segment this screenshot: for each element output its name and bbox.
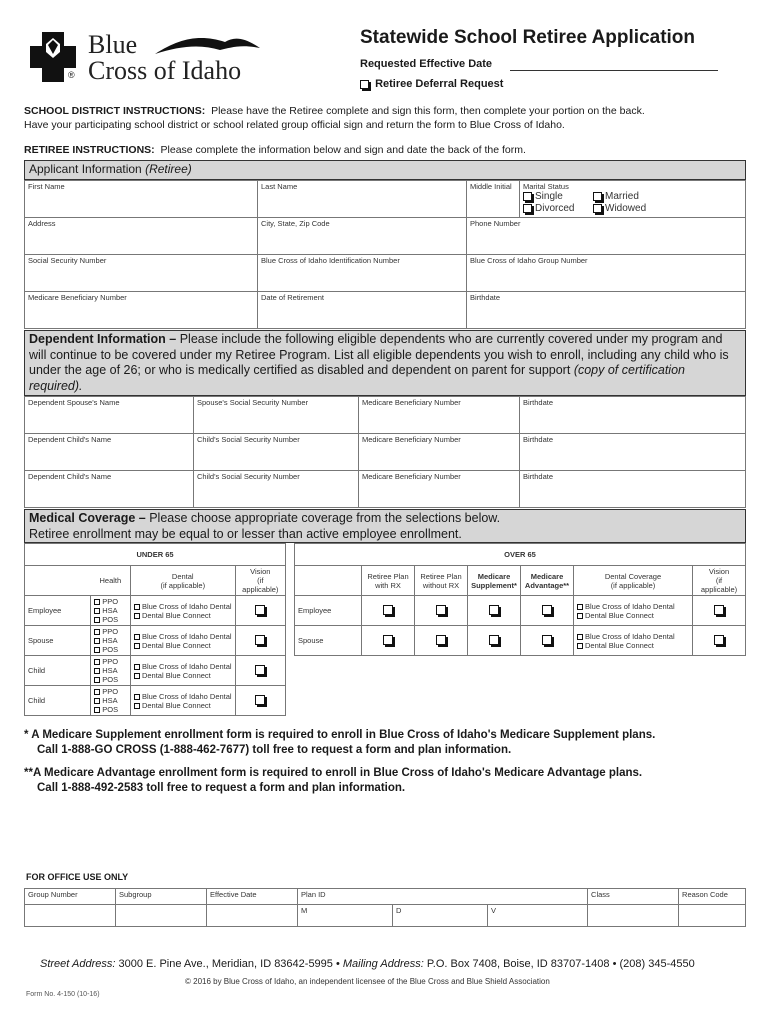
- checkbox-icon[interactable]: [134, 673, 140, 679]
- option-label: Dental Blue Connect: [585, 640, 654, 650]
- note-text: Call 1-888-GO CROSS (1-888-462-7677) toll free to request a form and plan information.: [37, 744, 512, 756]
- checkbox-icon[interactable]: [134, 604, 140, 610]
- checkbox-icon[interactable]: [134, 643, 140, 649]
- retiree-instructions-label: RETIREE INSTRUCTIONS:: [24, 144, 155, 156]
- col-label: Supplement*: [471, 580, 517, 590]
- medical-heading: [24, 509, 746, 543]
- phone-field[interactable]: [467, 218, 746, 255]
- col-label: Vision: [250, 567, 271, 576]
- option-label: PPO: [102, 597, 119, 606]
- middle-initial-field[interactable]: [467, 181, 520, 218]
- retiree-instructions: [24, 143, 744, 157]
- deferral-option[interactable]: [360, 78, 503, 90]
- option-label: Dental Blue Connect: [141, 610, 211, 620]
- office-reason: [679, 889, 746, 905]
- checkbox-icon[interactable]: [542, 605, 552, 615]
- office-use-title: FOR OFFICE USE ONLY: [26, 872, 129, 882]
- form-number: Form No. 4-150 (10-16): [26, 991, 100, 998]
- checkbox-icon[interactable]: [436, 605, 446, 615]
- option-label: Blue Cross of Idaho Dental: [141, 691, 232, 701]
- child2-name-field[interactable]: [25, 471, 194, 508]
- health-options[interactable]: [91, 626, 131, 656]
- field-label: Address: [28, 219, 56, 228]
- checkbox-icon[interactable]: [436, 635, 446, 645]
- col-label: (if: [715, 576, 723, 585]
- address-field[interactable]: [25, 218, 258, 255]
- option-label: Blue Cross of Idaho Dental: [141, 631, 232, 641]
- option-label: Blue Cross of Idaho Dental: [585, 601, 675, 611]
- under65-heading: [25, 544, 286, 566]
- checkbox-icon[interactable]: [134, 694, 140, 700]
- requested-date-label: Requested Effective Date: [360, 58, 493, 70]
- checkbox-icon[interactable]: [489, 635, 499, 645]
- office-eff-date: [207, 889, 298, 905]
- dependent-heading-label: Dependent Information –: [29, 332, 177, 346]
- dental-options[interactable]: [130, 626, 235, 656]
- checkbox-icon[interactable]: [577, 613, 583, 619]
- bci-id-field[interactable]: [258, 255, 467, 292]
- checkbox-icon[interactable]: [577, 604, 583, 610]
- spouse-medicare-field[interactable]: [359, 397, 520, 434]
- checkbox-icon[interactable]: [542, 635, 552, 645]
- option-label: Dental Blue Connect: [141, 700, 211, 710]
- col-label: (if applicable): [610, 580, 656, 590]
- field-label: City, State, Zip Code: [261, 219, 330, 228]
- field-label: Marital Status: [523, 182, 569, 191]
- logo-text-blue: Blue: [88, 30, 138, 59]
- checkbox-icon[interactable]: [523, 204, 532, 213]
- retiree-instructions-text: Please complete the information below and sign and date the back of the form.: [160, 144, 526, 156]
- col-label: Retiree Plan: [420, 571, 462, 581]
- note-supplement: [24, 728, 655, 758]
- option-label: Blue Cross of Idaho Dental: [585, 631, 675, 641]
- checkbox-icon[interactable]: [94, 677, 100, 683]
- field-label: First Name: [28, 182, 65, 191]
- row-label: Spouse: [25, 626, 91, 656]
- option-label: PPO: [102, 657, 119, 666]
- checkbox-icon[interactable]: [94, 668, 100, 674]
- office-subgroup: [116, 889, 207, 905]
- marital-status-field: [520, 181, 746, 218]
- field-label: Plan ID: [301, 890, 326, 899]
- vision-option[interactable]: [693, 596, 746, 626]
- under65-label: UNDER 65: [136, 550, 174, 559]
- retirement-date-field[interactable]: [258, 292, 467, 329]
- row-label: Child: [25, 686, 91, 716]
- city-state-zip-field[interactable]: [258, 218, 467, 255]
- checkbox-icon[interactable]: [489, 605, 499, 615]
- street-address: 3000 E. Pine Ave., Meridian, ID 83642-5995: [118, 958, 333, 970]
- mail-address: P.O. Box 7408, Boise, ID 83707-1408: [426, 958, 610, 970]
- checkbox-icon[interactable]: [94, 629, 100, 635]
- dental-options[interactable]: [574, 626, 693, 656]
- medical-heading-text: Please choose appropriate coverage from the selections below.: [149, 511, 501, 525]
- field-label: Effective Date: [210, 890, 257, 899]
- vision-option[interactable]: [235, 656, 285, 686]
- spouse-ssn-field[interactable]: [194, 397, 359, 434]
- dental-options[interactable]: [130, 686, 235, 716]
- office-table: [24, 888, 746, 927]
- applicant-heading-sub: (Retiree): [145, 162, 192, 176]
- checkbox-icon[interactable]: [593, 204, 602, 213]
- note-advantage: [24, 766, 642, 796]
- office-plan-id: [298, 889, 588, 905]
- col-vision: [693, 566, 746, 596]
- field-label: Dependent Child's Name: [28, 472, 112, 481]
- dental-options[interactable]: [574, 596, 693, 626]
- checkbox-icon[interactable]: [134, 664, 140, 670]
- norx-option[interactable]: [415, 626, 468, 656]
- dependent-heading-italic: (copy of certification required).: [29, 363, 685, 393]
- child1-ssn-field[interactable]: [194, 434, 359, 471]
- district-instructions-text: Please have the Retiree complete and sign this form, then complete your portion on the back.: [211, 105, 645, 117]
- street-label: Street Address:: [40, 958, 116, 970]
- field-label: Dependent Spouse's Name: [28, 398, 120, 407]
- district-instructions-text2: Have your participating school district or school related group official sign and return the form to Blue Cross of Idaho.: [24, 119, 565, 131]
- applicant-heading: [24, 160, 746, 180]
- note-text: **A Medicare Advantage enrollment form is required to enroll in Blue Cross of Idaho's Medicare Advantage plans.: [24, 767, 643, 779]
- spouse-birthdate-field[interactable]: [520, 397, 746, 434]
- over65-row: [295, 626, 746, 656]
- field-label: Dependent Child's Name: [28, 435, 112, 444]
- option-label: HSA: [102, 606, 118, 615]
- col-label: Health: [99, 576, 122, 585]
- field-label: Birthdate: [523, 398, 554, 407]
- field-label: Blue Cross of Idaho Identification Number: [261, 256, 400, 265]
- checkbox-icon[interactable]: [383, 635, 393, 645]
- last-name-field[interactable]: [258, 181, 467, 218]
- col-label: Dental Coverage: [604, 571, 662, 581]
- health-options[interactable]: [91, 686, 131, 716]
- col-dental-coverage: [574, 566, 693, 596]
- norx-option[interactable]: [415, 596, 468, 626]
- option-label: Divorced: [535, 203, 575, 214]
- checkbox-icon[interactable]: [94, 617, 100, 623]
- field-label: Class: [591, 890, 610, 899]
- col-rx: [362, 566, 415, 596]
- note-text: Call 1-888-492-2583 toll free to request a form and plan information.: [37, 782, 406, 794]
- checkbox-icon[interactable]: [255, 665, 265, 675]
- medical-heading-label: Medical Coverage –: [29, 511, 146, 525]
- rx-option[interactable]: [362, 596, 415, 626]
- col-advantage: [521, 566, 574, 596]
- dependent-heading-text: Please include the following eligible dependents who are currently covered under my program and will continue to be covered under my Retiree Program. List all eligible dependents you wish to enroll, including any child who is under the age of 26; or who is medically certified as disabled and dependent on parent for support: [29, 332, 729, 377]
- field-label: Middle Initial: [470, 182, 512, 191]
- field-label: Child's Social Security Number: [197, 472, 300, 481]
- child2-ssn-field[interactable]: [194, 471, 359, 508]
- dental-options[interactable]: [130, 596, 235, 626]
- deferral-label: Retiree Deferral Request: [375, 78, 504, 90]
- option-label: PPO: [102, 627, 119, 636]
- col-label: applicable): [242, 585, 279, 594]
- checkbox-icon[interactable]: [383, 605, 393, 615]
- field-label: Phone Number: [470, 219, 521, 228]
- advantage-option[interactable]: [521, 596, 574, 626]
- supplement-option[interactable]: [468, 626, 521, 656]
- logo-reg: ®: [68, 70, 75, 80]
- col-label: Vision: [708, 567, 730, 576]
- office-class: [588, 889, 679, 905]
- checkbox-icon[interactable]: [94, 638, 100, 644]
- vision-option[interactable]: [235, 596, 285, 626]
- single-option[interactable]: [523, 191, 593, 203]
- under65-row: [25, 656, 286, 686]
- widowed-option[interactable]: [593, 203, 646, 215]
- medicare-number-field[interactable]: [25, 292, 258, 329]
- col-label: without RX: [422, 580, 460, 590]
- child1-birthdate-field[interactable]: [520, 434, 746, 471]
- checkbox-icon[interactable]: [714, 605, 724, 615]
- option-label: Single: [535, 191, 563, 202]
- footer-address: Street Address: 3000 E. Pine Ave., Meridian, ID 83642-5995 • Mailing Address: P.O. Box 7408, Boise, ID 83707-1408 • (208) 345-4550: [40, 958, 695, 970]
- checkbox-icon[interactable]: [255, 635, 265, 645]
- district-instructions-label: SCHOOL DISTRICT INSTRUCTIONS:: [24, 105, 206, 117]
- col-norx: [415, 566, 468, 596]
- option-label: Blue Cross of Idaho Dental: [141, 601, 232, 611]
- office-d: [393, 905, 488, 927]
- col-label: (if applicable): [160, 580, 206, 590]
- option-label: POS: [102, 615, 119, 624]
- option-label: Widowed: [605, 203, 647, 214]
- col-vision: [235, 566, 285, 596]
- field-label: V: [491, 906, 497, 915]
- married-option[interactable]: [593, 191, 646, 203]
- office-group: [25, 889, 116, 905]
- option-label: HSA: [102, 696, 118, 705]
- note-text: * A Medicare Supplement enrollment form is required to enroll in Blue Cross of Idaho's Medicare Supplement plans.: [24, 729, 656, 741]
- over65-heading: [295, 544, 746, 566]
- field-label: Blue Cross of Idaho Group Number: [470, 256, 588, 265]
- under65-row: [25, 686, 286, 716]
- row-label: Child: [25, 656, 91, 686]
- field-label: Medicare Beneficiary Number: [362, 472, 461, 481]
- logo-text-cross: Cross of Idaho: [88, 56, 242, 85]
- option-label: Dental Blue Connect: [141, 640, 211, 650]
- first-name-field[interactable]: [25, 181, 258, 218]
- child2-medicare-field[interactable]: [359, 471, 520, 508]
- over65-table: [294, 543, 746, 656]
- checkbox-icon[interactable]: [714, 635, 724, 645]
- checkbox-icon[interactable]: [94, 608, 100, 614]
- field-label: Birthdate: [523, 435, 554, 444]
- dependent-table: [24, 396, 746, 508]
- checkbox-icon[interactable]: [134, 613, 140, 619]
- checkbox-icon[interactable]: [134, 703, 140, 709]
- option-label: POS: [102, 645, 119, 654]
- applicant-table: [24, 180, 746, 329]
- checkbox-icon[interactable]: [577, 643, 583, 649]
- col-label: Retiree Plan: [367, 571, 409, 581]
- child1-medicare-field[interactable]: [359, 434, 520, 471]
- group-number-field[interactable]: [467, 255, 746, 292]
- option-label: HSA: [102, 666, 118, 675]
- checkbox-icon[interactable]: [593, 192, 602, 201]
- col-supplement: [468, 566, 521, 596]
- under65-row: [25, 626, 286, 656]
- field-label: Birthdate: [470, 293, 501, 302]
- health-options[interactable]: [91, 656, 131, 686]
- field-label: Group Number: [28, 890, 78, 899]
- col-label: applicable): [700, 585, 738, 594]
- option-label: POS: [102, 705, 119, 714]
- field-label: Medicare Beneficiary Number: [362, 398, 461, 407]
- advantage-option[interactable]: [521, 626, 574, 656]
- health-options[interactable]: [91, 596, 131, 626]
- mail-label: Mailing Address:: [342, 958, 424, 970]
- field-label: Subgroup: [119, 890, 152, 899]
- col-label: Medicare: [530, 571, 564, 581]
- checkbox-icon[interactable]: [94, 698, 100, 704]
- checkbox-icon[interactable]: [94, 599, 100, 605]
- over65-row: [295, 596, 746, 626]
- applicant-heading-text: Applicant Information: [29, 162, 142, 176]
- divorced-option[interactable]: [523, 203, 593, 215]
- phone-number: (208) 345-4550: [619, 958, 695, 970]
- row-label: Employee: [295, 596, 362, 626]
- option-label: HSA: [102, 636, 118, 645]
- page-title: Statewide School Retiree Application: [360, 27, 696, 48]
- checkbox-icon[interactable]: [94, 689, 100, 695]
- row-label: Spouse: [295, 626, 362, 656]
- field-label: Medicare Beneficiary Number: [28, 293, 127, 302]
- option-label: Dental Blue Connect: [585, 610, 654, 620]
- col-label: with RX: [375, 580, 401, 590]
- spouse-name-field[interactable]: [25, 397, 194, 434]
- district-instructions: [24, 104, 744, 132]
- birthdate-field[interactable]: [467, 292, 746, 329]
- ssn-field[interactable]: [25, 255, 258, 292]
- col-label: Medicare: [477, 571, 511, 581]
- medical-heading-text2: Retiree enrollment may be equal to or lesser than active employee enrollment.: [29, 526, 462, 541]
- checkbox-icon[interactable]: [94, 659, 100, 665]
- col-dental: [130, 566, 235, 596]
- vision-option[interactable]: [235, 686, 285, 716]
- checkbox-icon[interactable]: [134, 634, 140, 640]
- checkbox-icon[interactable]: [94, 707, 100, 713]
- field-label: M: [301, 906, 308, 915]
- vision-option[interactable]: [693, 626, 746, 656]
- option-label: Blue Cross of Idaho Dental: [141, 661, 232, 671]
- option-label: Dental Blue Connect: [141, 670, 211, 680]
- child2-birthdate-field[interactable]: [520, 471, 746, 508]
- supplement-option[interactable]: [468, 596, 521, 626]
- office-v: [488, 905, 588, 927]
- col-label: Advantage**: [524, 580, 570, 590]
- field-label: Medicare Beneficiary Number: [362, 435, 461, 444]
- field-label: Last Name: [261, 182, 298, 191]
- option-label: Married: [605, 191, 639, 202]
- checkbox-icon[interactable]: [523, 192, 532, 201]
- rx-option[interactable]: [362, 626, 415, 656]
- checkbox-icon[interactable]: [360, 80, 369, 89]
- field-label: Spouse's Social Security Number: [197, 398, 309, 407]
- col-health: [91, 566, 131, 596]
- office-m: [298, 905, 393, 927]
- field-label: D: [396, 906, 402, 915]
- col-label: Dental: [171, 571, 194, 581]
- copyright: © 2016 by Blue Cross of Idaho, an independent licensee of the Blue Cross and Blue Shield Association: [185, 977, 550, 986]
- under65-row: [25, 596, 286, 626]
- child1-name-field[interactable]: [25, 434, 194, 471]
- requested-date-field[interactable]: [510, 70, 718, 71]
- dental-options[interactable]: [130, 656, 235, 686]
- dependent-heading: [24, 330, 746, 396]
- checkbox-icon[interactable]: [94, 647, 100, 653]
- field-label: Birthdate: [523, 472, 554, 481]
- row-label: Employee: [25, 596, 91, 626]
- col-label: (if: [257, 576, 264, 585]
- under65-table: [24, 543, 286, 716]
- field-label: Social Security Number: [28, 256, 107, 265]
- checkbox-icon[interactable]: [255, 695, 265, 705]
- option-label: PPO: [102, 687, 119, 696]
- over65-label: OVER 65: [504, 550, 536, 559]
- checkbox-icon[interactable]: [255, 605, 265, 615]
- option-label: POS: [102, 675, 119, 684]
- field-label: Child's Social Security Number: [197, 435, 300, 444]
- vision-option[interactable]: [235, 626, 285, 656]
- field-label: Reason Code: [682, 890, 728, 899]
- checkbox-icon[interactable]: [577, 634, 583, 640]
- field-label: Date of Retirement: [261, 293, 324, 302]
